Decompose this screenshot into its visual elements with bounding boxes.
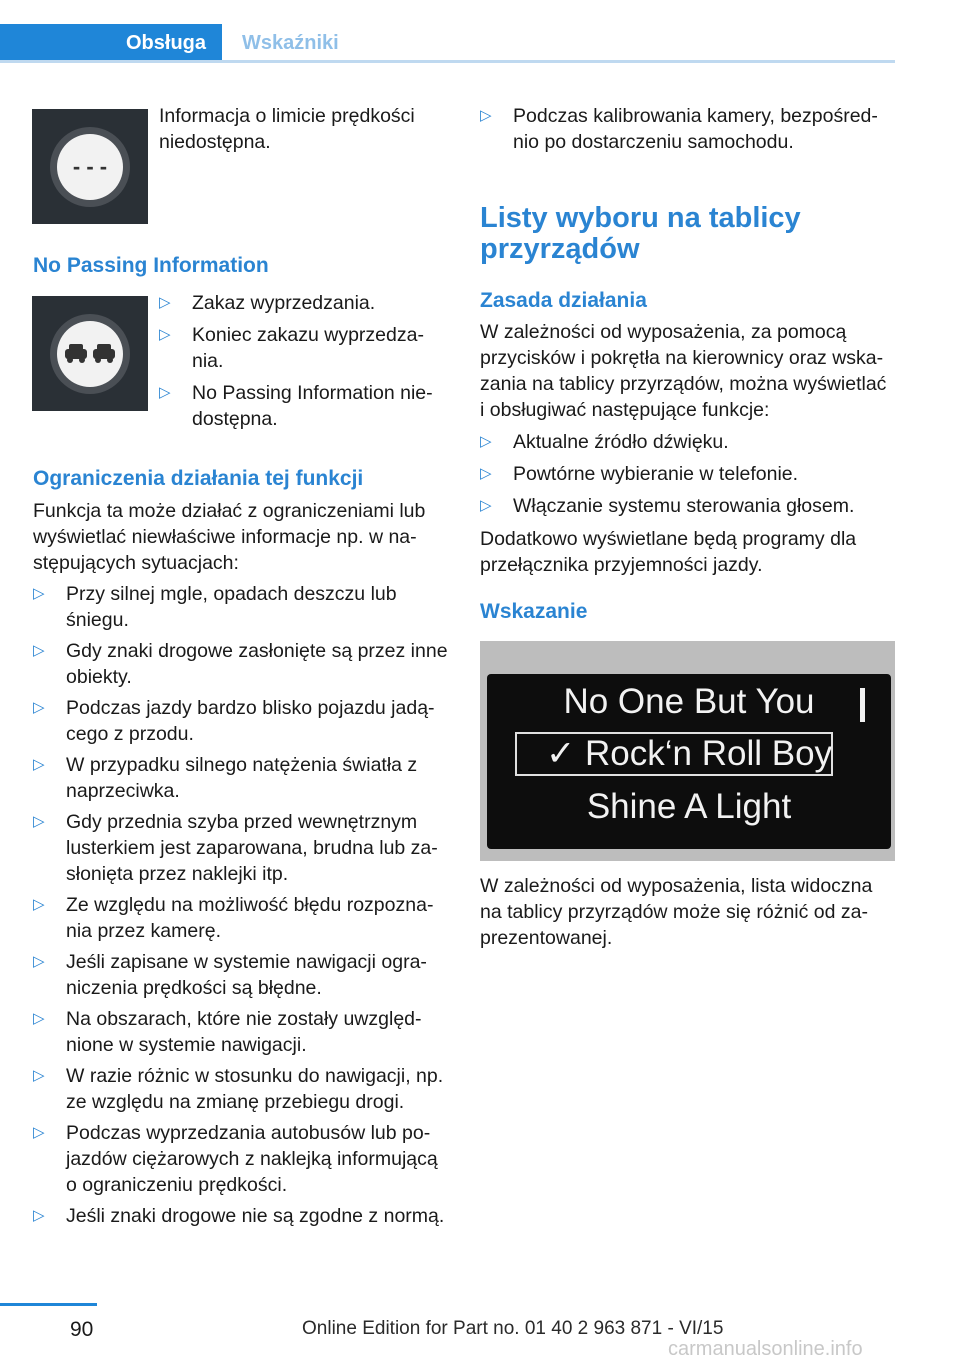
- triangle-bullet-icon: ▷: [33, 642, 45, 659]
- triangle-bullet-icon: ▷: [480, 465, 492, 482]
- triangle-bullet-icon: ▷: [159, 384, 171, 401]
- list-item: ▷ Podczas kalibrowania kamery, bezpośred-nio po dostarczeniu samochodu.: [480, 105, 878, 153]
- principle-list: [480, 429, 895, 519]
- triangle-bullet-icon: ▷: [33, 585, 45, 602]
- triangle-bullet-icon: ▷: [33, 896, 45, 913]
- triangle-bullet-icon: ▷: [159, 294, 171, 311]
- triangle-bullet-icon: ▷: [33, 1124, 45, 1141]
- calibration-list: [480, 103, 890, 155]
- cars-icon: [57, 321, 123, 387]
- no-passing-heading: No Passing Information: [33, 254, 269, 277]
- list-item: ▷ Ze względu na możliwość błędu rozpozna-nia przez kamerę.: [33, 894, 434, 942]
- limits-heading: Ograniczenia działania tej funkcji: [33, 467, 364, 490]
- principle-text: W zależności od wyposażenia, za pomocą przycisków i pokrętła na kierownicy oraz wska-zania na tablicy przyrządów, można wyświetlać i obsługiwać następujące funkcje:: [480, 321, 887, 421]
- triangle-bullet-icon: ▷: [480, 433, 492, 450]
- no-passing-icon: [32, 296, 148, 411]
- menu-item-1: No One But You: [563, 682, 815, 721]
- triangle-bullet-icon: ▷: [33, 813, 45, 830]
- triangle-bullet-icon: ▷: [33, 953, 45, 970]
- header-divider: [0, 60, 895, 63]
- triangle-bullet-icon: ▷: [33, 1067, 45, 1084]
- list-item: ▷ Podczas wyprzedzania autobusów lub po-jazdów ciężarowych z naklejką informującą o ograniczeniu prędkości.: [33, 1122, 438, 1196]
- list-item: ▷ Włączanie systemu sterowania głosem.: [480, 495, 855, 517]
- no-passing-list: [159, 290, 444, 432]
- sign1-description: Informacja o limicie prędkości niedostępna.: [159, 105, 415, 153]
- tab-wskazniki[interactable]: Wskaźniki: [242, 32, 339, 54]
- menu-item-selected: ✓ Rock‘n Roll Boy: [545, 734, 833, 773]
- list-item: ▷ Gdy przednia szyba przed wewnętrznym lusterkiem jest zaparowana, brudna lub za-słonięta przez naklejki itp.: [33, 811, 438, 885]
- menu-item-3: Shine A Light: [586, 787, 792, 826]
- list-item: ▷ Jeśli zapisane w systemie nawigacji ogra-niczenia prędkości są błędne.: [33, 951, 427, 999]
- list-item: ▷ Przy silnej mgle, opadach deszczu lub śniegu.: [33, 583, 397, 631]
- triangle-bullet-icon: ▷: [33, 699, 45, 716]
- page-number: 90: [70, 1318, 94, 1341]
- list-item: ▷ Jeśli znaki drogowe nie są zgodne z normą.: [33, 1205, 445, 1227]
- list-item: ▷ Aktualne źródło dźwięku.: [480, 431, 729, 453]
- extra-text: Dodatkowo wyświetlane będą programy dla przełącznika przyjemności jazdy.: [480, 528, 857, 576]
- list-item: ▷ Powtórne wybieranie w telefonie.: [480, 463, 799, 485]
- limits-list: [33, 581, 451, 1229]
- list-item: ▷ Koniec zakazu wyprzedza-nia.: [159, 324, 424, 372]
- tab-obsluga[interactable]: Obsługa: [0, 24, 222, 62]
- speed-limit-unavailable-icon: [32, 109, 148, 224]
- triangle-bullet-icon: ▷: [33, 756, 45, 773]
- list-item: ▷ Podczas jazdy bardzo blisko pojazdu jadą-cego z przodu.: [33, 697, 435, 745]
- edition-text: Online Edition for Part no. 01 40 2 963 871 - VI/15: [302, 1318, 724, 1339]
- instrument-display-image: [480, 641, 895, 861]
- scrollbar-icon: [860, 688, 865, 722]
- triangle-bullet-icon: ▷: [480, 497, 492, 514]
- list-item: ▷ W przypadku silnego natężenia światła z naprzeciwka.: [33, 754, 418, 802]
- list-item: ▷ No Passing Information nie-dostępna.: [159, 382, 433, 430]
- section-heading: Listy wyboru na tablicy przyrządów: [480, 202, 801, 265]
- display-heading: Wskazanie: [480, 600, 588, 623]
- sign-dashes: - - -: [57, 134, 123, 200]
- footer-divider: [0, 1303, 97, 1306]
- triangle-bullet-icon: ▷: [480, 107, 492, 124]
- principle-heading: Zasada działania: [480, 289, 647, 312]
- list-item: ▷ Na obszarach, które nie zostały uwzględ-nione w systemie nawigacji.: [33, 1008, 422, 1056]
- note-text: W zależności od wyposażenia, lista widoczna na tablicy przyrządów może się różnić od za-prezentowanej.: [480, 875, 873, 949]
- triangle-bullet-icon: ▷: [33, 1207, 45, 1224]
- list-item: ▷ Gdy znaki drogowe zasłonięte są przez inne obiekty.: [33, 640, 448, 688]
- limits-intro: Funkcja ta może działać z ograniczeniami lub wyświetlać niewłaściwe informacje np. w na-stępujących sytuacjach:: [33, 500, 426, 574]
- triangle-bullet-icon: ▷: [33, 1010, 45, 1027]
- list-item: ▷ W razie różnic w stosunku do nawigacji, np. ze względu na zmianę przebiegu drogi.: [33, 1065, 444, 1113]
- list-item: ▷ Zakaz wyprzedzania.: [159, 292, 376, 314]
- triangle-bullet-icon: ▷: [159, 326, 171, 343]
- watermark: carmanualsonline.info: [668, 1338, 863, 1360]
